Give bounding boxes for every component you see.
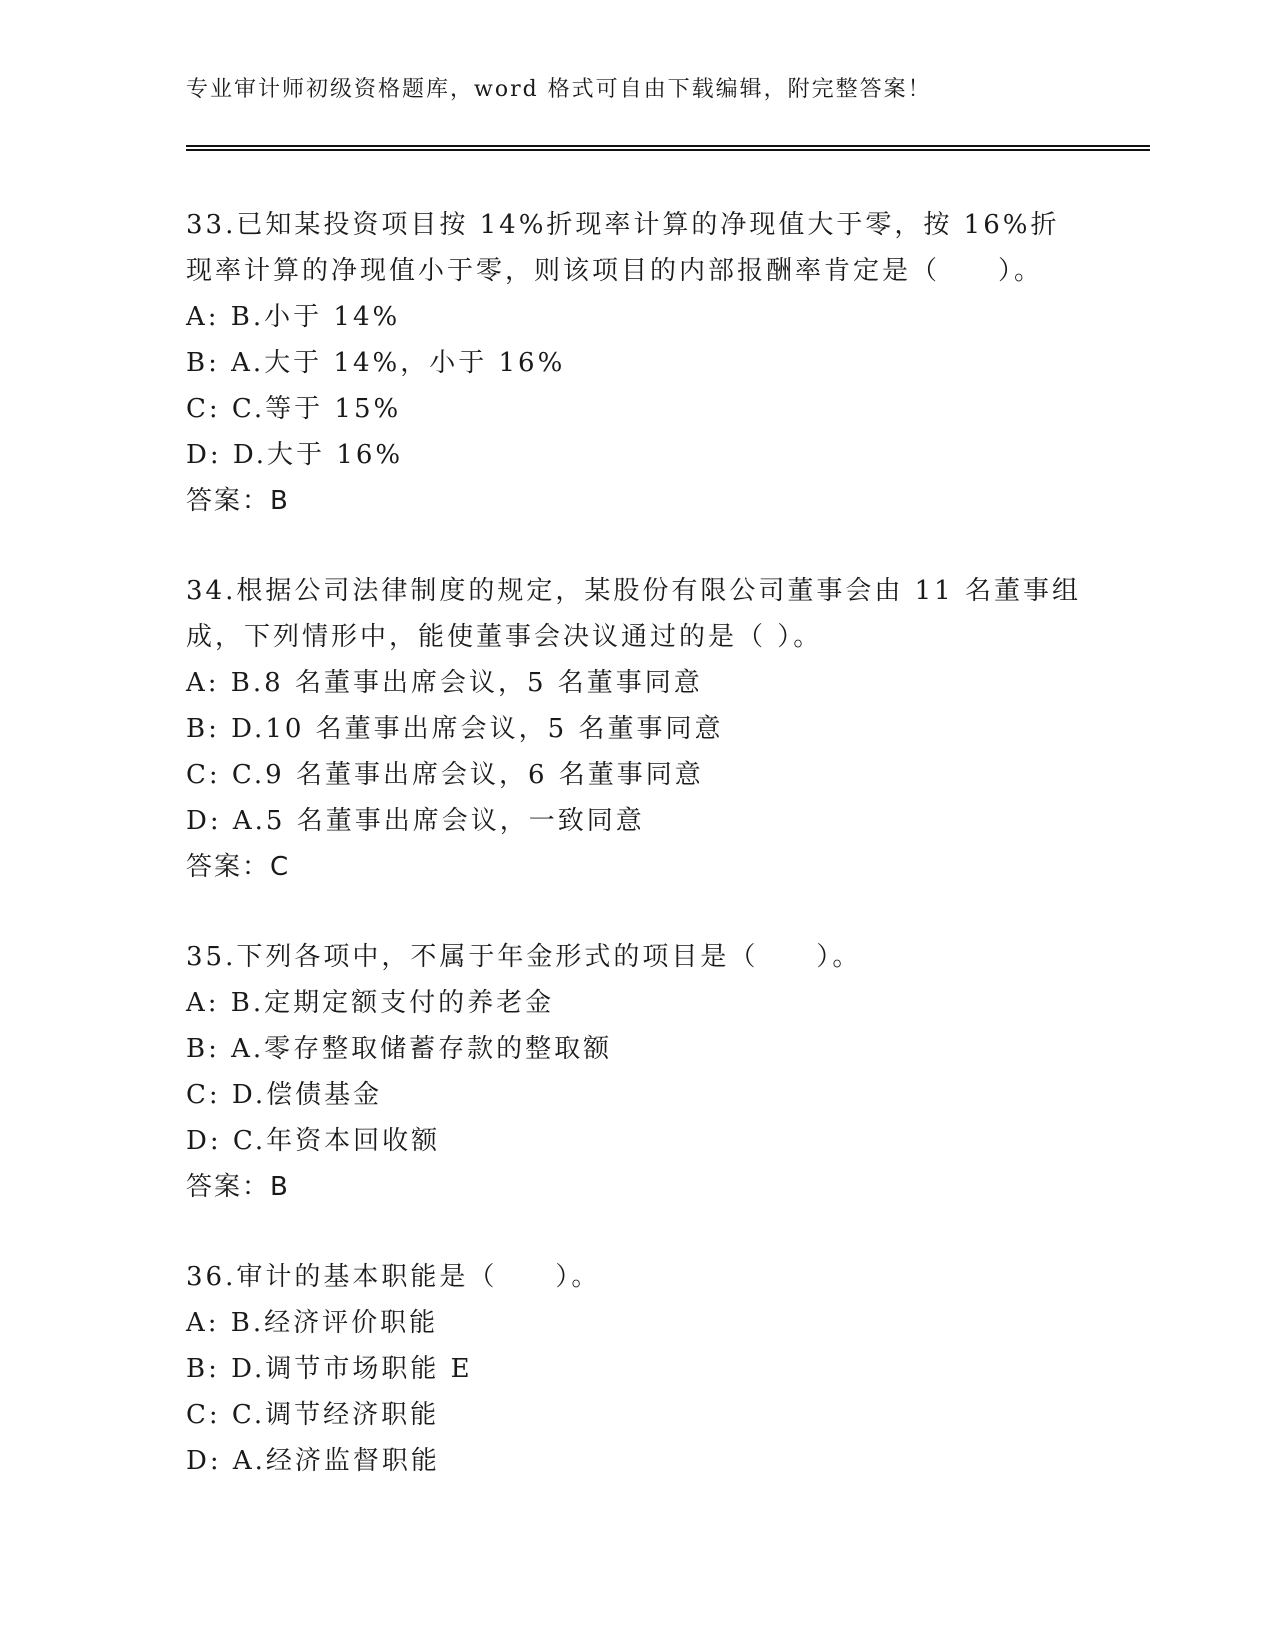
question-stem: 36.审计的基本职能是（ ）。 — [186, 1262, 601, 1292]
option-c: C: C.等于 15% — [186, 394, 402, 424]
question-stem: 33.已知某投资项目按 14%折现率计算的净现值大于零，按 16%折现率计算的净现值小于零，则该项目的内部报酬率肯定是（ ）。 — [186, 210, 1060, 286]
option-c: C: D.偿债基金 — [186, 1080, 383, 1110]
header-double-rule — [186, 145, 1150, 151]
option-a: A: B.经济评价职能 — [186, 1308, 439, 1338]
option-b: B: D.10 名董事出席会议，5 名董事同意 — [186, 714, 724, 744]
option-a: A: B.定期定额支付的养老金 — [186, 988, 555, 1018]
option-b: B: A.大于 14%，小于 16% — [186, 348, 566, 378]
option-c: C: C.调节经济职能 — [186, 1400, 440, 1430]
option-d: D: D.大于 16% — [186, 440, 404, 470]
question-list — [186, 202, 1086, 1528]
option-c: C: C.9 名董事出席会议，6 名董事同意 — [186, 760, 704, 790]
option-b: B: D.调节市场职能 E — [186, 1354, 473, 1384]
option-d: D: A.5 名董事出席会议，一致同意 — [186, 806, 645, 836]
option-d: D: C.年资本回收额 — [186, 1126, 441, 1156]
question-36 — [186, 1254, 1086, 1484]
question-stem: 35.下列各项中，不属于年金形式的项目是（ ）。 — [186, 942, 862, 972]
option-b: B: A.零存整取储蓄存款的整取额 — [186, 1034, 613, 1064]
answer: 答案：C — [186, 852, 291, 882]
option-a: A: B.小于 14% — [186, 302, 401, 332]
answer: 答案：B — [186, 486, 290, 516]
question-stem: 34.根据公司法律制度的规定，某股份有限公司董事会由 11 名董事组成，下列情形中，能使董事会决议通过的是（ ）。 — [186, 576, 1081, 652]
question-35 — [186, 934, 1086, 1210]
option-d: D: A.经济监督职能 — [186, 1446, 440, 1476]
page-header: 专业审计师初级资格题库，word 格式可自由下载编辑，附完整答案！ — [186, 77, 932, 102]
question-34 — [186, 568, 1086, 890]
option-a: A: B.8 名董事出席会议，5 名董事同意 — [186, 668, 703, 698]
answer: 答案：B — [186, 1172, 290, 1202]
question-33 — [186, 202, 1086, 524]
